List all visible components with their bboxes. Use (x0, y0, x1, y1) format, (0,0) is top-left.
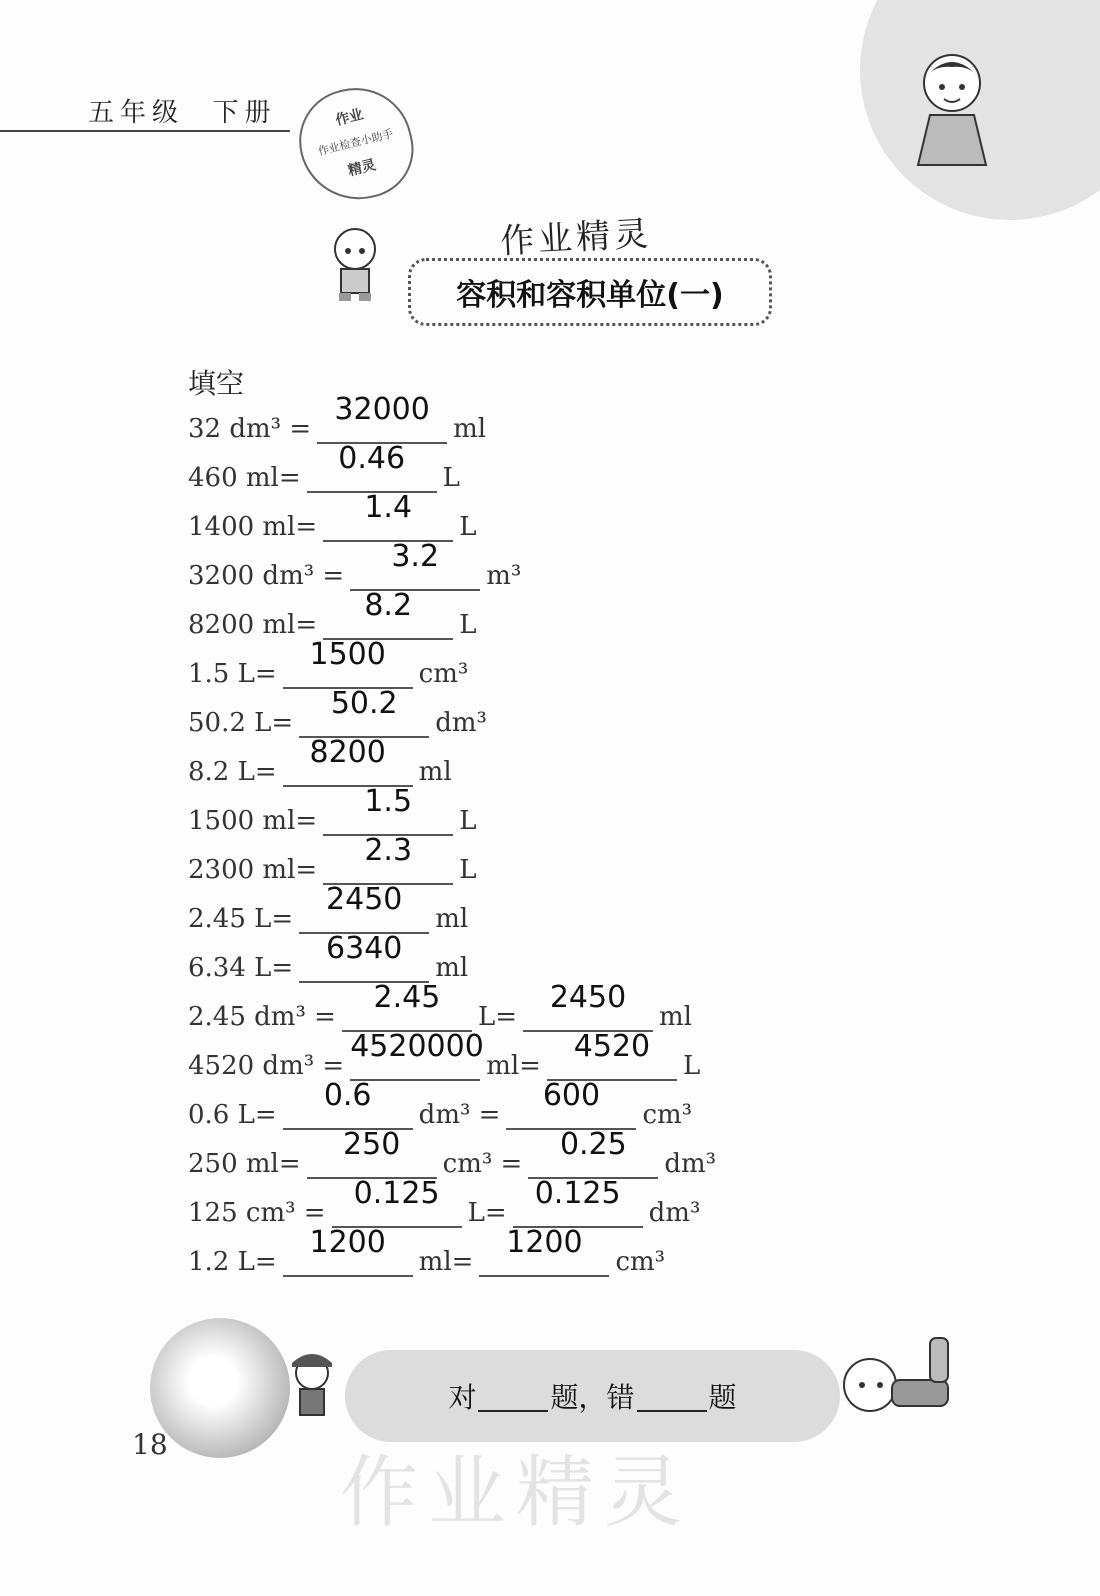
handwritten-answer: 3.2 (391, 539, 440, 574)
exercise-row (188, 882, 469, 934)
ball-decoration (150, 1318, 290, 1458)
handwritten-answer: 250 (343, 1127, 401, 1162)
exercise-text: 3200 dm³ = (188, 561, 345, 591)
handwritten-answer: 0.6 (323, 1078, 372, 1113)
exercise-text: ml= (418, 1247, 474, 1277)
correct-label: 对 (448, 1381, 477, 1414)
exercise-text: L (682, 1051, 701, 1081)
answer-blank[interactable] (479, 1225, 609, 1277)
exercise-row (188, 1127, 717, 1179)
exercise-row (188, 980, 692, 1032)
exercise-text: 460 ml= (188, 463, 301, 493)
exercise-text: L (459, 855, 477, 885)
exercise-text: ml (435, 904, 469, 934)
wrong-suffix: 题 (708, 1381, 737, 1414)
exercise-text: cm³ (418, 659, 469, 689)
exercise-text: 1.5 L= (188, 659, 277, 689)
exercise-text: L (459, 806, 477, 836)
answer-blank[interactable] (523, 980, 653, 1032)
exercise-row (188, 441, 460, 493)
page-number: 18 (132, 1428, 168, 1461)
handwritten-answer: 4520000 (350, 1029, 484, 1064)
handwritten-answer: 2.45 (373, 980, 441, 1015)
exercise-text: ml= (486, 1051, 541, 1081)
answer-blank[interactable] (307, 1127, 437, 1179)
answer-blank[interactable] (283, 637, 413, 689)
answer-blank[interactable] (350, 539, 480, 591)
exercise-text: L (459, 512, 477, 542)
handwritten-answer: 600 (542, 1078, 601, 1113)
answer-blank[interactable] (283, 735, 413, 787)
exercise-text: 1500 ml= (188, 806, 318, 836)
answer-blank[interactable] (323, 784, 453, 836)
handwritten-answer: 2450 (326, 882, 403, 917)
correct-suffix: 题，错 (550, 1381, 635, 1414)
volume-label: 下册 (212, 98, 277, 128)
stamp-logo (288, 76, 424, 212)
exercise-text: 125 cm³ = (188, 1198, 326, 1228)
exercise-row (188, 392, 487, 444)
exercise-text: dm³ (435, 708, 487, 738)
lesson-title: 容积和容积单位(一) (408, 258, 772, 326)
handwritten-answer: 50.2 (330, 686, 398, 721)
police-cartoon (282, 1345, 342, 1425)
handwritten-title: 作业精灵 (499, 214, 654, 262)
exercise-text: ml (453, 414, 487, 444)
handwritten-answer: 8200 (309, 735, 386, 770)
exercise-text: cm³ (615, 1247, 666, 1277)
exercise-row (188, 1176, 701, 1228)
handwritten-answer: 0.125 (353, 1176, 440, 1211)
handwritten-answer: 1.5 (364, 784, 413, 819)
exercise-row (188, 588, 477, 640)
exercise-row (188, 833, 477, 885)
exercise-text: L= (467, 1198, 507, 1228)
exercise-text: L (459, 610, 477, 640)
boy-cartoon (325, 225, 383, 305)
exercise-text: 8.2 L= (188, 757, 277, 787)
exercise-text: 8200 ml= (188, 610, 318, 640)
handwritten-answer: 0.125 (534, 1176, 621, 1211)
exercise-text: cm³ = (442, 1149, 523, 1179)
answer-blank[interactable] (323, 833, 453, 885)
answer-blank[interactable] (283, 1078, 413, 1130)
grade-label: 五年级 (88, 98, 185, 128)
answer-blank[interactable] (342, 980, 472, 1032)
exercise-text: ml (418, 757, 452, 787)
exercise-text: 2300 ml= (188, 855, 318, 885)
section-label: 填空 (188, 367, 245, 400)
exercise-text: dm³ = (418, 1100, 501, 1130)
header-grade (88, 92, 277, 129)
exercise-text: L= (477, 1002, 517, 1032)
exercise-row (188, 1225, 666, 1277)
answer-blank[interactable] (323, 588, 453, 640)
handwritten-answer: 1200 (309, 1225, 386, 1260)
answer-blank[interactable] (513, 1176, 643, 1228)
answer-blank[interactable] (283, 1225, 413, 1277)
exercise-row (188, 1029, 701, 1081)
stamp-line1: 作业 (333, 106, 365, 129)
exercise-text: ml (659, 1002, 692, 1032)
answer-blank[interactable] (350, 1029, 484, 1081)
handwritten-answer: 2.3 (364, 833, 413, 868)
exercise-text: dm³ (648, 1198, 701, 1228)
exercise-row (188, 490, 477, 542)
header-rule (0, 130, 290, 132)
answer-blank[interactable] (332, 1176, 462, 1228)
answer-blank[interactable] (299, 882, 429, 934)
girl-cartoon (900, 45, 1000, 175)
correct-count-blank[interactable] (478, 1380, 548, 1412)
answer-blank[interactable] (307, 441, 437, 493)
exercise-text: 1.2 L= (188, 1247, 277, 1277)
exercise-text: 2.45 L= (188, 904, 294, 934)
lying-boy-cartoon (830, 1330, 970, 1440)
stamp-line2: 作业检查小助手 (316, 126, 395, 159)
handwritten-answer: 1.4 (364, 490, 413, 525)
watermark: 作业精灵 (340, 1448, 693, 1538)
exercise-row (188, 1078, 693, 1130)
handwritten-answer: 6340 (326, 931, 403, 966)
score-bar (345, 1350, 840, 1442)
exercise-row (188, 931, 469, 983)
handwritten-answer: 2450 (549, 980, 627, 1015)
exercise-text: dm³ (664, 1149, 717, 1179)
handwritten-answer: 8.2 (364, 588, 413, 623)
exercise-text: 0.6 L= (188, 1100, 277, 1130)
handwritten-answer: 4520 (573, 1029, 651, 1064)
exercise-text: ml (435, 953, 469, 983)
answer-blank[interactable] (528, 1127, 658, 1179)
exercise-row (188, 686, 487, 738)
exercise-row (188, 539, 522, 591)
answer-blank[interactable] (299, 686, 429, 738)
exercise-row (188, 735, 452, 787)
exercise-text: L (442, 463, 460, 493)
exercise-text: 2.45 dm³ = (188, 1002, 336, 1032)
handwritten-answer: 0.25 (559, 1127, 627, 1162)
exercise-text: m³ (486, 561, 522, 591)
exercise-row (188, 784, 477, 836)
exercise-row (188, 637, 469, 689)
answer-blank[interactable] (547, 1029, 677, 1081)
handwritten-answer: 1500 (309, 637, 386, 672)
stamp-line3: 精灵 (346, 157, 378, 180)
handwritten-answer: 32000 (334, 392, 430, 427)
answer-blank[interactable] (323, 490, 453, 542)
exercise-text: 6.34 L= (188, 953, 294, 983)
exercise-text: 250 ml= (188, 1149, 301, 1179)
exercise-text: 1400 ml= (188, 512, 318, 542)
answer-blank[interactable] (317, 392, 447, 444)
handwritten-answer: 1200 (506, 1225, 583, 1260)
exercise-text: 50.2 L= (188, 708, 294, 738)
answer-blank[interactable] (299, 931, 429, 983)
handwritten-answer: 0.46 (338, 441, 406, 476)
wrong-count-blank[interactable] (637, 1380, 707, 1412)
exercise-text: cm³ (642, 1100, 693, 1130)
exercise-text: 4520 dm³ = (188, 1051, 345, 1081)
exercise-text: 32 dm³ = (188, 414, 312, 444)
answer-blank[interactable] (506, 1078, 636, 1130)
